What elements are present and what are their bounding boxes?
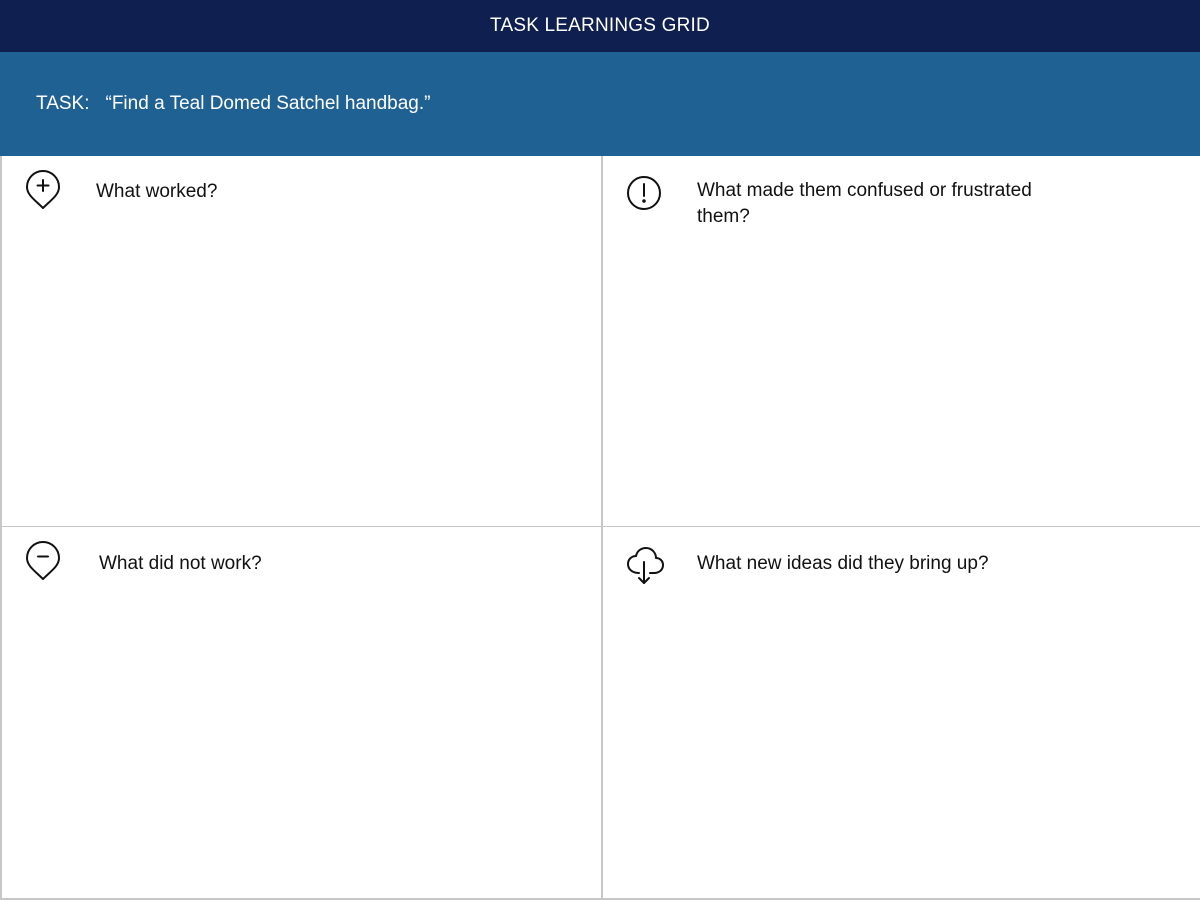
cloud-download-icon xyxy=(625,545,665,587)
confused-question: What made them confused or frustrated them? xyxy=(697,180,1032,227)
confused-cell[interactable] xyxy=(602,156,1200,527)
new-ideas-cell[interactable] xyxy=(602,527,1200,900)
task-text: “Find a Teal Domed Satchel handbag.” xyxy=(105,93,431,114)
minus-pin-icon xyxy=(24,541,62,581)
task-label: TASK: xyxy=(36,93,90,114)
worked-cell[interactable] xyxy=(0,156,602,527)
worked-question: What worked? xyxy=(96,181,218,202)
plus-pin-icon xyxy=(24,170,62,210)
page-title: TASK LEARNINGS GRID xyxy=(490,15,710,36)
not-worked-question: What did not work? xyxy=(99,553,262,574)
exclamation-circle-icon xyxy=(625,174,663,212)
title-bar xyxy=(0,0,1200,52)
new-ideas-question: What new ideas did they bring up? xyxy=(697,553,989,574)
not-worked-cell[interactable] xyxy=(0,527,602,900)
task-banner xyxy=(0,52,1200,156)
